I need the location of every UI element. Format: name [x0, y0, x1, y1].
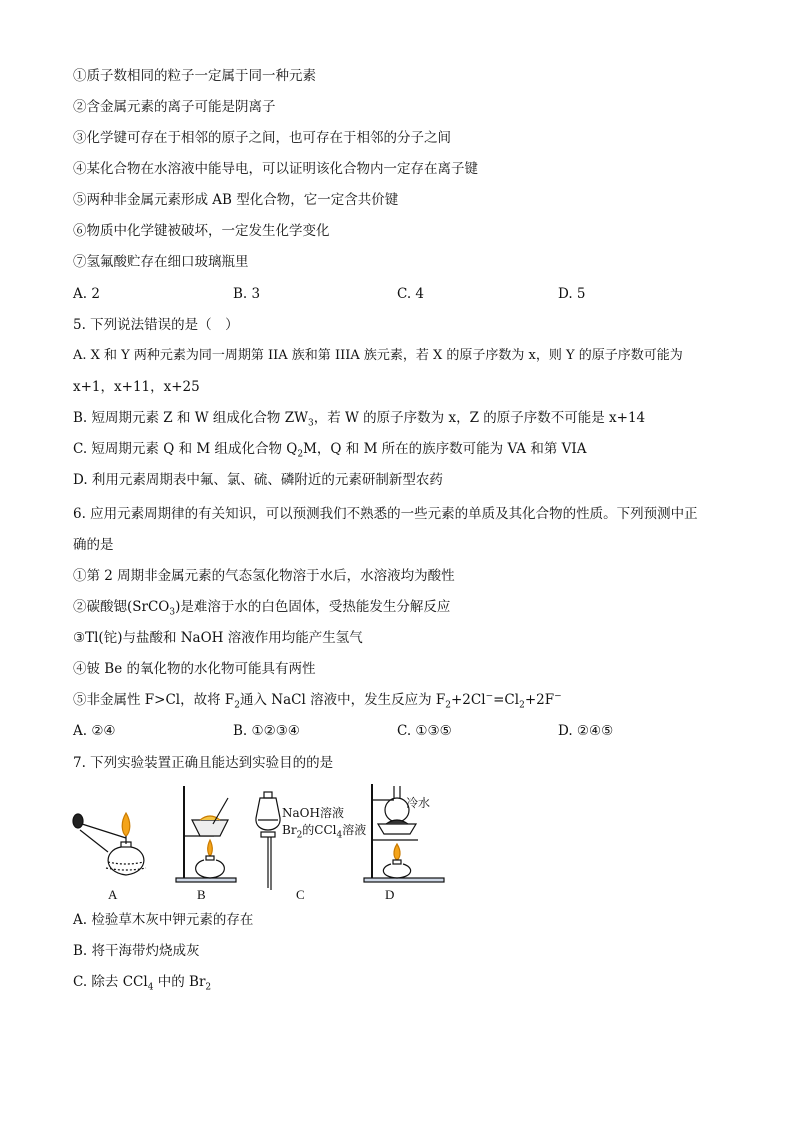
q6-i5-s3: 2 [519, 700, 525, 711]
cold-water-label: 冷水 [406, 796, 431, 810]
q5-option-c [73, 440, 586, 458]
q6-i5-t3: +2Cl [451, 692, 486, 708]
q4-item-6: ⑥物质中化学键被破坏，一定发生化学变化 [73, 223, 330, 239]
q5-b-text-1: B. 短周期元素 Z 和 W 组成化合物 ZW [73, 410, 308, 426]
q6-item-1: ①第 2 周期非金属元素的气态氢化物溶于水后，水溶液均为酸性 [73, 568, 455, 584]
q5-option-a-line2: x+1，x+11，x+25 [73, 379, 200, 395]
figure-label-c: C [296, 887, 305, 902]
q6-i5-t5: +2F [524, 692, 555, 708]
q6-option-a: A. ②④ [73, 723, 116, 739]
q6-i5-t2: 通入 NaCl 溶液中，发生反应为 F [240, 692, 446, 708]
lab-apparatus-figure [68, 778, 468, 904]
q4-item-1: ①质子数相同的粒子一定属于同一种元素 [73, 68, 316, 84]
q6-i5-s2: 2 [445, 700, 451, 711]
q6-option-b: B. ①②③④ [233, 723, 300, 739]
q5-option-a-line1: A. X 和 Y 两种元素为同一周期第 IIA 族和第 IIIA 族元素，若 X 的原子序数为 x，则 Y 的原子序数可能为 [73, 348, 683, 363]
q7-option-a: A. 检验草木灰中钾元素的存在 [73, 912, 254, 928]
q6-option-c: C. ①③⑤ [397, 723, 452, 739]
q4-item-2: ②含金属元素的离子可能是阴离子 [73, 99, 276, 115]
figure-label-b: B [197, 887, 206, 902]
br2-text-1: Br [282, 823, 297, 837]
q6-stem-line2: 确的是 [73, 537, 114, 553]
q4-option-b: B. 3 [233, 286, 261, 302]
q5-stem: 5. 下列说法错误的是（ ） [73, 317, 239, 333]
q6-item-2 [73, 598, 450, 616]
q4-option-d: D. 5 [558, 286, 586, 302]
q4-item-7: ⑦氢氟酸贮存在细口玻璃瓶里 [73, 254, 249, 270]
q5-b-subscript: 3 [307, 418, 314, 429]
q6-i2-text-2: )是难溶于水的白色固体，受热能发生分解反应 [175, 599, 451, 615]
q6-option-d: D. ②④⑤ [558, 723, 614, 739]
apparatus-d-sublimation [364, 784, 444, 882]
figure-label-a: A [108, 887, 118, 902]
q5-b-text-2: ，若 W 的原子序数为 x，Z 的原子序数不可能是 x+14 [313, 410, 646, 426]
br2-ccl4-label [282, 821, 367, 841]
q7-stem: 7. 下列实验装置正确且能达到实验目的的是 [73, 755, 334, 771]
q6-i5-sup1: − [485, 691, 494, 702]
q6-item-3: ③Tl(铊)与盐酸和 NaOH 溶液作用均能产生氢气 [73, 630, 363, 646]
q4-item-3: ③化学键可存在于相邻的原子之间，也可存在于相邻的分子之间 [73, 130, 451, 146]
q6-i2-subscript: 3 [169, 607, 176, 618]
q5-c-text-2: M，Q 和 M 所在的族序数可能为 VA 和第 VIA [303, 441, 587, 457]
br2-sub-2: 4 [336, 830, 343, 841]
q5-option-d: D. 利用元素周期表中氟、氯、硫、磷附近的元素研制新型农药 [73, 472, 443, 488]
q4-item-5: ⑤两种非金属元素形成 AB 型化合物，它一定含共价键 [73, 192, 399, 208]
q6-i5-t1: ⑤非金属性 F>Cl，故将 F [73, 692, 235, 708]
q6-stem-line1: 6. 应用元素周期律的有关知识，可以预测我们不熟悉的一些元素的单质及其化合物的性质。下列预测中正 [73, 506, 698, 522]
q6-item-5 [73, 691, 562, 709]
q5-c-subscript: 2 [297, 449, 304, 460]
q7-c-text-1: C. 除去 CCl [73, 974, 148, 990]
q6-i5-sup2: − [554, 691, 562, 702]
apparatus-b-crucible-burning [176, 786, 236, 882]
q6-i2-text-1: ②碳酸锶(SrCO [73, 599, 170, 615]
q7-c-text-2: 中的 Br [153, 974, 206, 990]
apparatus-a-flame-test [73, 813, 146, 875]
q5-c-text-1: C. 短周期元素 Q 和 M 组成化合物 Q [73, 441, 298, 457]
br2-text-2: 的CCl [302, 823, 337, 837]
q7-c-sub-1: 4 [147, 982, 154, 993]
q6-i5-s1: 2 [234, 700, 241, 711]
figure-label-d: D [385, 887, 395, 902]
q4-option-c: C. 4 [397, 286, 425, 302]
q4-option-a: A. 2 [73, 286, 100, 302]
apparatus-c-separatory-funnel [256, 792, 280, 890]
q5-option-b [73, 409, 645, 427]
naoh-solution-label: NaOH溶液 [282, 806, 344, 820]
q6-i5-t4: =Cl [493, 692, 520, 708]
q7-option-b: B. 将干海带灼烧成灰 [73, 943, 200, 959]
br2-sub-1: 2 [296, 830, 303, 841]
br2-text-3: 溶液 [342, 823, 367, 837]
q7-option-c [73, 973, 211, 991]
q7-c-sub-2: 2 [205, 982, 212, 993]
q6-item-4: ④铍 Be 的氧化物的水化物可能具有两性 [73, 661, 316, 677]
q4-item-4: ④某化合物在水溶液中能导电，可以证明该化合物内一定存在离子键 [73, 161, 478, 177]
